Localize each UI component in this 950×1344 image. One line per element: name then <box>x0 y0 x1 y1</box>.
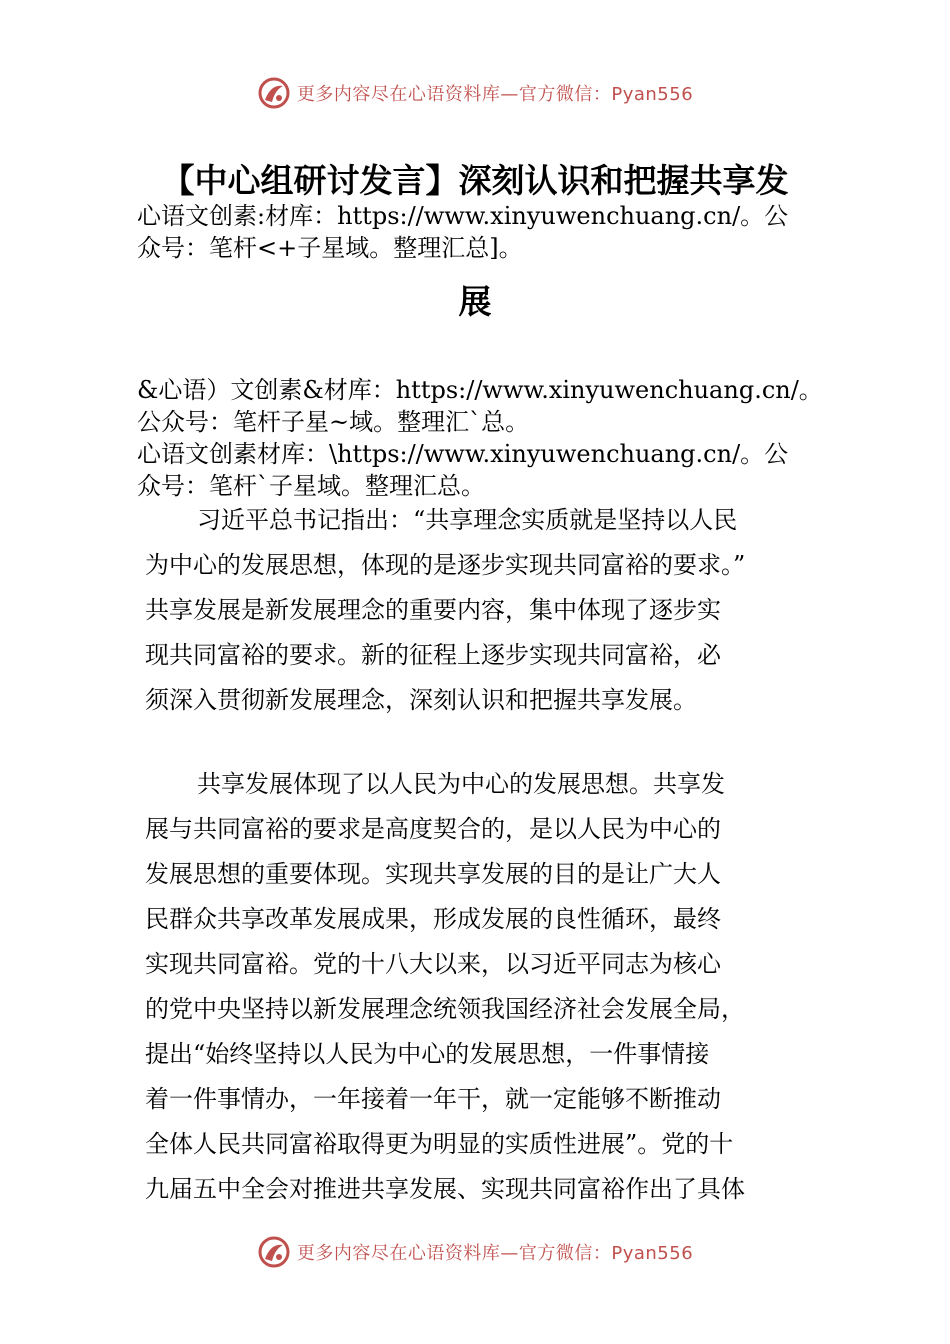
note-line: 公众号：笔杆子星~域。整理汇`总。 <box>137 408 530 436</box>
note-line: 心语文创素:材库：https://www.xinyuwenchuang.cn/。公 <box>137 202 789 230</box>
paragraph-line: 实现共同富裕。党的十八大以来，以习近平同志为核心 <box>145 950 721 978</box>
note-line: 众号：笔杆`子星域。整理汇总。 <box>137 472 485 500</box>
document-title: 【中心组研讨发言】深刻认识和把握共享发 <box>161 161 789 200</box>
header-banner <box>0 73 950 113</box>
paragraph-line: 的党中央坚持以新发展理念统领我国经济社会发展全局， <box>145 995 745 1023</box>
paragraph-line: 提出“始终坚持以人民为中心的发展思想，一件事情接 <box>145 1040 710 1068</box>
watermark-note <box>137 200 837 264</box>
document-title-continued: 展 <box>458 282 492 321</box>
body-paragraph <box>145 762 835 1212</box>
paragraph-line: 须深入贯彻新发展理念，深刻认识和把握共享发展。 <box>145 686 697 714</box>
footer-banner <box>0 1232 950 1272</box>
paragraph-line: 展与共同富裕的要求是高度契合的，是以人民为中心的 <box>145 815 721 843</box>
paragraph-line: 共享发展是新发展理念的重要内容，集中体现了逐步实 <box>145 596 721 624</box>
paragraph-line: 现共同富裕的要求。新的征程上逐步实现共同富裕，必 <box>145 641 721 669</box>
paragraph-line: 着一件事情办，一年接着一年干，就一定能够不断推动 <box>145 1085 721 1113</box>
paragraph-line: 全体人民共同富裕取得更为明显的实质性进展”。党的十 <box>145 1130 734 1158</box>
brush-seal-icon <box>257 1235 291 1269</box>
paragraph-line: 发展思想的重要体现。实现共享发展的目的是让广大人 <box>145 860 721 888</box>
watermark-note <box>137 438 837 502</box>
paragraph-line: 为中心的发展思想，体现的是逐步实现共同富裕的要求。” <box>145 551 746 579</box>
note-line: 心语文创素材库：\https://www.xinyuwenchuang.cn/。公 <box>137 440 789 468</box>
paragraph-line: 习近平总书记指出：“共享理念实质就是坚持以人民 <box>197 506 738 534</box>
paragraph-line: 共享发展体现了以人民为中心的发展思想。共享发 <box>197 770 725 798</box>
body-paragraph <box>145 498 835 723</box>
banner-text: 更多内容尽在心语资料库—官方微信：Pyan556 <box>296 84 694 105</box>
paragraph-line: 九届五中全会对推进共享发展、实现共同富裕作出了具体 <box>145 1175 745 1203</box>
note-line: 众号：笔杆<+子星域。整理汇总]。 <box>137 234 523 262</box>
note-line: &心语）文创素&材库：https://www.xinyuwenchuang.cn/。 <box>137 376 823 404</box>
watermark-note <box>137 374 837 438</box>
brush-seal-icon <box>257 76 291 110</box>
paragraph-line: 民群众共享改革发展成果，形成发展的良性循环，最终 <box>145 905 721 933</box>
banner-text: 更多内容尽在心语资料库—官方微信：Pyan556 <box>296 1243 694 1264</box>
